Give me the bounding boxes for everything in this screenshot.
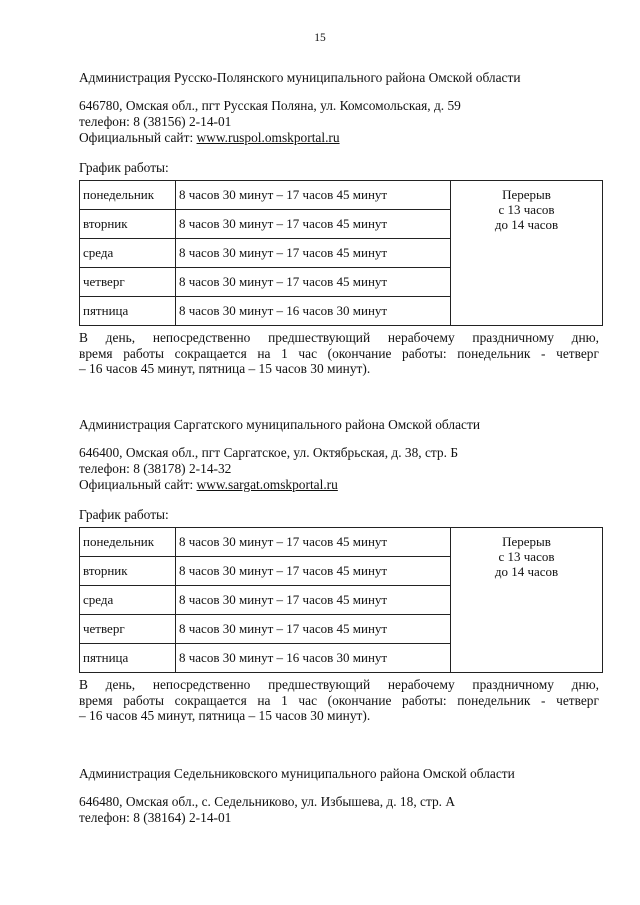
website-line bbox=[79, 477, 599, 493]
time-cell: 8 часов 30 минут – 17 часов 45 минут bbox=[176, 586, 451, 615]
day-cell: среда bbox=[80, 586, 176, 615]
note-line: – 16 часов 45 минут, пятница – 15 часов 30 минут). bbox=[79, 361, 371, 376]
time-cell: 8 часов 30 минут – 16 часов 30 минут bbox=[176, 297, 451, 326]
website-link[interactable]: www.sargat.omskportal.ru bbox=[196, 477, 338, 492]
time-cell: 8 часов 30 минут – 17 часов 45 минут bbox=[176, 615, 451, 644]
break-line: с 13 часов bbox=[498, 549, 555, 564]
break-line: с 13 часов bbox=[498, 202, 555, 217]
section-ruspol bbox=[79, 70, 599, 377]
day-cell: четверг bbox=[80, 268, 176, 297]
day-cell: вторник bbox=[80, 210, 176, 239]
time-cell: 8 часов 30 минут – 17 часов 45 минут bbox=[176, 268, 451, 297]
day-cell: понедельник bbox=[80, 181, 176, 210]
note-line: В день, непосредственно предшествующий нерабочему праздничному дню, bbox=[79, 677, 599, 692]
schedule-label: График работы: bbox=[79, 507, 169, 522]
day-cell: среда bbox=[80, 239, 176, 268]
schedule-label: График работы: bbox=[79, 160, 169, 175]
phone: телефон: 8 (38156) 2-14-01 bbox=[79, 114, 232, 129]
time-cell: 8 часов 30 минут – 17 часов 45 минут bbox=[176, 239, 451, 268]
schedule-table bbox=[79, 180, 603, 326]
break-line: Перерыв bbox=[502, 534, 551, 549]
break-line: до 14 часов bbox=[494, 564, 559, 579]
table-row bbox=[80, 181, 603, 210]
phone: телефон: 8 (38178) 2-14-32 bbox=[79, 461, 232, 476]
note-line: время работы сокращается на 1 час (окончание работы: понедельник - четверг bbox=[79, 345, 599, 361]
website-link[interactable]: www.ruspol.omskportal.ru bbox=[196, 130, 340, 145]
note-line: – 16 часов 45 минут, пятница – 15 часов 30 минут). bbox=[79, 708, 371, 723]
day-cell: пятница bbox=[80, 297, 176, 326]
time-cell: 8 часов 30 минут – 16 часов 30 минут bbox=[176, 644, 451, 673]
break-line: до 14 часов bbox=[494, 217, 559, 232]
day-cell: понедельник bbox=[80, 528, 176, 557]
website-label: Официальный сайт: bbox=[79, 130, 197, 145]
day-cell: пятница bbox=[80, 644, 176, 673]
section-sedelnikovo bbox=[79, 766, 599, 826]
break-cell bbox=[451, 528, 603, 673]
day-cell: четверг bbox=[80, 615, 176, 644]
website-line bbox=[79, 130, 599, 146]
schedule-table bbox=[79, 527, 603, 673]
time-cell: 8 часов 30 минут – 17 часов 45 минут bbox=[176, 557, 451, 586]
phone: телефон: 8 (38164) 2-14-01 bbox=[79, 810, 232, 825]
time-cell: 8 часов 30 минут – 17 часов 45 минут bbox=[176, 210, 451, 239]
address: 646400, Омская обл., пгт Саргатское, ул. Октябрьская, д. 38, стр. Б bbox=[79, 445, 459, 460]
day-cell: вторник bbox=[80, 557, 176, 586]
time-cell: 8 часов 30 минут – 17 часов 45 минут bbox=[176, 181, 451, 210]
shortened-day-note bbox=[79, 330, 599, 377]
address: 646780, Омская обл., пгт Русская Поляна, ул. Комсомольская, д. 59 bbox=[79, 98, 461, 113]
website-label: Официальный сайт: bbox=[79, 477, 197, 492]
section-title: Администрация Русско-Полянского муниципального района Омской области bbox=[79, 70, 521, 85]
time-cell: 8 часов 30 минут – 17 часов 45 минут bbox=[176, 528, 451, 557]
note-line: В день, непосредственно предшествующий нерабочему праздничному дню, bbox=[79, 330, 599, 345]
page-number: 15 bbox=[314, 32, 326, 44]
address: 646480, Омская обл., с. Седельниково, ул. Избышева, д. 18, стр. А bbox=[79, 794, 456, 809]
break-cell bbox=[451, 181, 603, 326]
note-line: время работы сокращается на 1 час (окончание работы: понедельник - четверг bbox=[79, 692, 599, 708]
section-title: Администрация Саргатского муниципального района Омской области bbox=[79, 417, 480, 432]
shortened-day-note bbox=[79, 677, 599, 724]
break-line: Перерыв bbox=[502, 187, 551, 202]
section-sargat bbox=[79, 417, 599, 724]
section-title: Администрация Седельниковского муниципального района Омской области bbox=[79, 766, 515, 781]
table-row bbox=[80, 528, 603, 557]
